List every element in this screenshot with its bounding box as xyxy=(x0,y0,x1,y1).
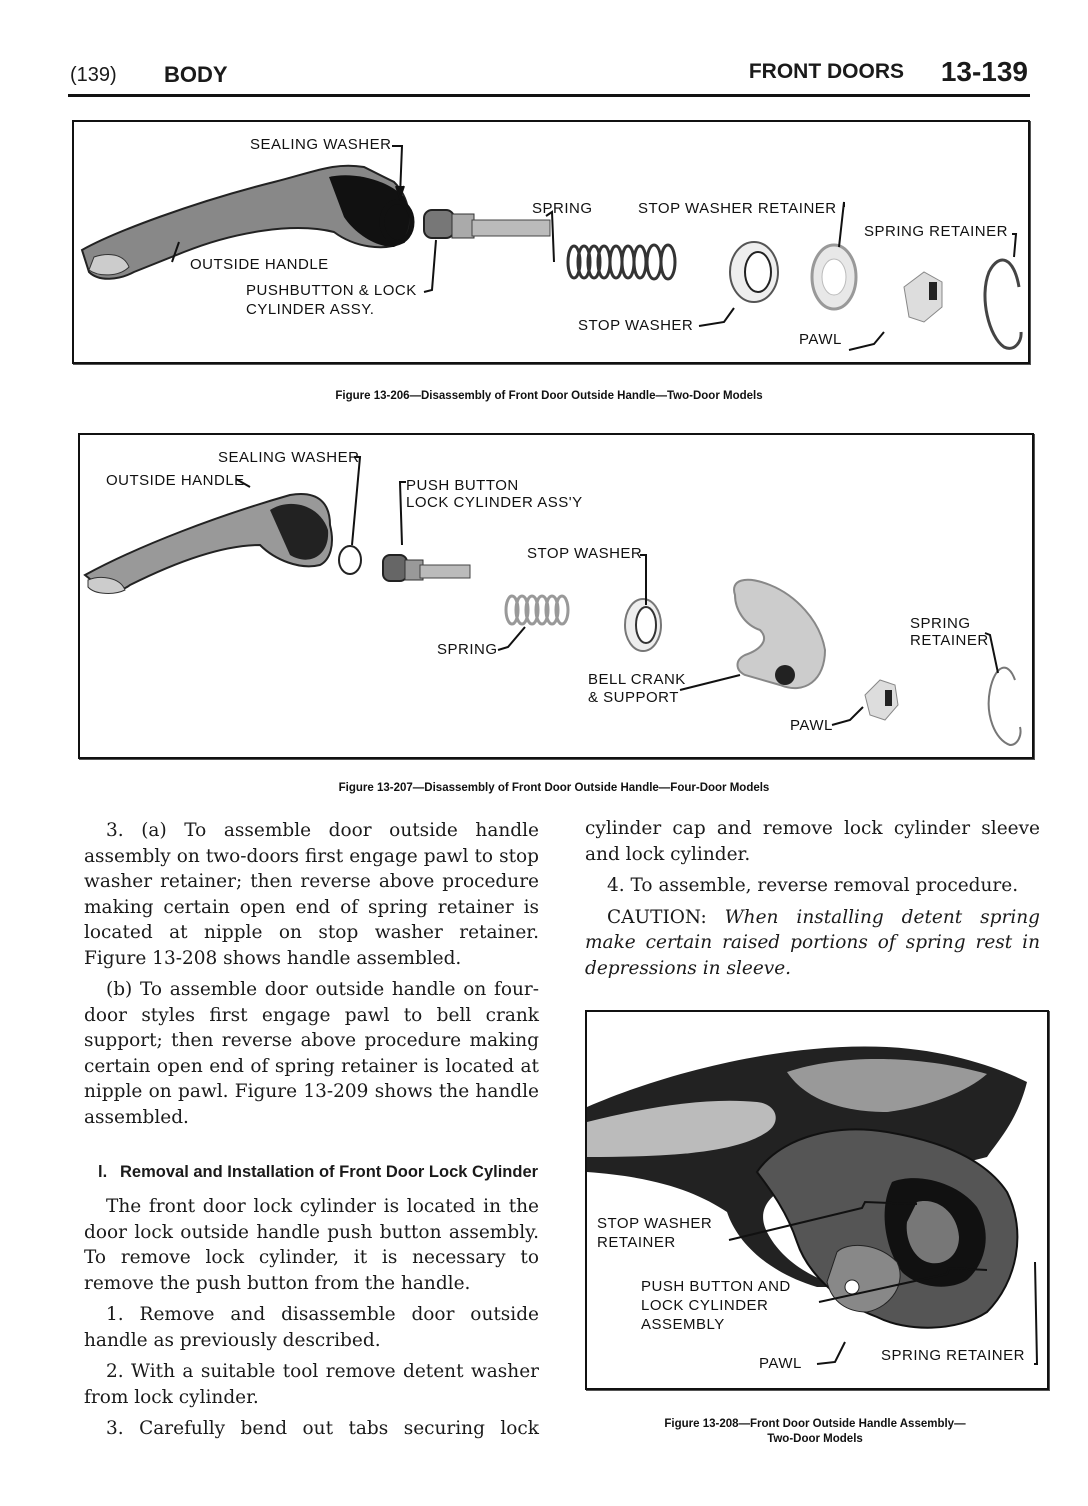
caption-figure-13-207: Figure 13-207—Disassembly of Front Door Outside Handle—Four-Door Models xyxy=(338,782,770,794)
label-push-button-line2: LOCK CYLINDER ASS'Y xyxy=(406,494,583,511)
spring-retainer-drawing xyxy=(985,260,1021,348)
paragraph-3b: (b) To assemble door outside handle on four-door styles first engage pawl to bell crank support; then reverse above procedure making certain open end of spring retainer is located at nipple on pawl. Figure 13-209 shows the handle assembled. xyxy=(84,979,539,1128)
section-heading xyxy=(98,1160,539,1184)
bell-crank-drawing xyxy=(734,580,825,688)
stop-washer-drawing xyxy=(730,242,778,302)
figure-13-208 xyxy=(585,1010,1049,1390)
label-pawl: PAWL xyxy=(759,1355,802,1372)
label-pushbutton-line2: CYLINDER ASSY. xyxy=(246,301,375,318)
right-column xyxy=(585,816,1040,981)
label-stop-washer-retainer-line1: STOP WASHER xyxy=(597,1215,713,1232)
figure-13-207 xyxy=(78,433,1034,759)
section-title: BODY xyxy=(164,62,228,87)
pawl-drawing xyxy=(865,680,898,720)
stop-washer-retainer-drawing xyxy=(812,245,856,309)
label-sealing-washer: SEALING WASHER xyxy=(218,449,360,466)
label-spring-retainer: SPRING RETAINER xyxy=(881,1347,1025,1364)
spring-retainer-drawing xyxy=(989,668,1021,745)
label-push-button-line1: PUSH BUTTON AND xyxy=(641,1278,791,1295)
figure-13-206 xyxy=(72,120,1030,364)
caption-figure-13-208-line1: Figure 13-208—Front Door Outside Handle Assembly— xyxy=(664,1418,966,1430)
label-push-button-line2: LOCK CYLINDER xyxy=(641,1297,769,1314)
paragraph-intro: The front door lock cylinder is located in the door lock outside handle push button assembly. To remove lock cylinder, it is necessary to remove the push button from the handle. xyxy=(84,1196,539,1294)
pawl-drawing xyxy=(904,272,942,322)
label-sealing-washer: SEALING WASHER xyxy=(250,136,392,153)
label-pawl: PAWL xyxy=(799,331,842,348)
section-heading-text: Removal and Installation of Front Door Lock Cylinder xyxy=(120,1163,539,1181)
spring-drawing xyxy=(568,245,675,279)
page-header xyxy=(68,56,1030,97)
label-push-button-line3: ASSEMBLY xyxy=(641,1316,725,1333)
caption-figure-13-206: Figure 13-206—Disassembly of Front Door Outside Handle—Two-Door Models xyxy=(335,390,763,402)
caution-text: When installing detent spring make certain raised portions of spring rest in depressions in sleeve. xyxy=(585,906,1040,979)
figure-13-206-illustration xyxy=(74,122,1028,362)
caution xyxy=(585,905,1040,982)
label-outside-handle: OUTSIDE HANDLE xyxy=(190,256,329,273)
label-push-button-line1: PUSH BUTTON xyxy=(406,477,519,494)
page-code: 13-139 xyxy=(940,56,1028,87)
caption-figure-13-208-line2: Two-Door Models xyxy=(767,1433,863,1445)
step-2: 2. With a suitable tool remove detent washer from lock cylinder. xyxy=(84,1361,539,1408)
label-spring: SPRING xyxy=(532,200,593,217)
spring-drawing xyxy=(506,596,568,624)
label-pushbutton-line1: PUSHBUTTON & LOCK xyxy=(246,282,417,299)
label-outside-handle: OUTSIDE HANDLE xyxy=(106,472,245,489)
step-3: 3. Carefully bend out tabs securing lock xyxy=(106,1418,539,1439)
left-column xyxy=(84,818,539,1442)
step-1: 1. Remove and disassemble door outside handle as previously described. xyxy=(84,1304,539,1351)
label-bell-crank-line2: & SUPPORT xyxy=(588,689,679,706)
label-stop-washer: STOP WASHER xyxy=(527,545,643,562)
label-spring-retainer-line2: RETAINER xyxy=(910,632,989,649)
label-stop-washer-retainer-line2: RETAINER xyxy=(597,1234,676,1251)
outside-handle-drawing xyxy=(85,494,332,593)
caution-label: CAUTION: xyxy=(607,906,707,928)
section-heading-letter: l. xyxy=(98,1163,108,1181)
stop-washer-drawing xyxy=(625,599,661,651)
chapter-title: FRONT DOORS xyxy=(748,60,904,83)
push-button-drawing xyxy=(383,555,470,581)
label-spring-retainer: SPRING RETAINER xyxy=(864,223,1008,240)
page-number: (139) xyxy=(70,64,117,86)
label-stop-washer: STOP WASHER xyxy=(578,317,694,334)
label-pawl: PAWL xyxy=(790,717,833,734)
sealing-washer-drawing xyxy=(339,546,361,574)
label-bell-crank-line1: BELL CRANK xyxy=(588,671,686,688)
label-spring: SPRING xyxy=(437,641,498,658)
paragraph-3a: 3. (a) To assemble door outside handle assembly on two-doors first engage pawl to stop washer retainer; then reverse above procedure making certain open end of spring retainer is located at nipple on stop washer retainer. Figure 13-208 shows handle assembled. xyxy=(84,820,539,969)
label-spring-retainer-line1: SPRING xyxy=(910,615,971,632)
step-3-continuation: cylinder cap and remove lock cylinder sleeve and lock cylinder. xyxy=(585,818,1040,865)
step-4: 4. To assemble, reverse removal procedure. xyxy=(607,875,1019,896)
label-stop-washer-retainer: STOP WASHER RETAINER xyxy=(638,200,837,217)
